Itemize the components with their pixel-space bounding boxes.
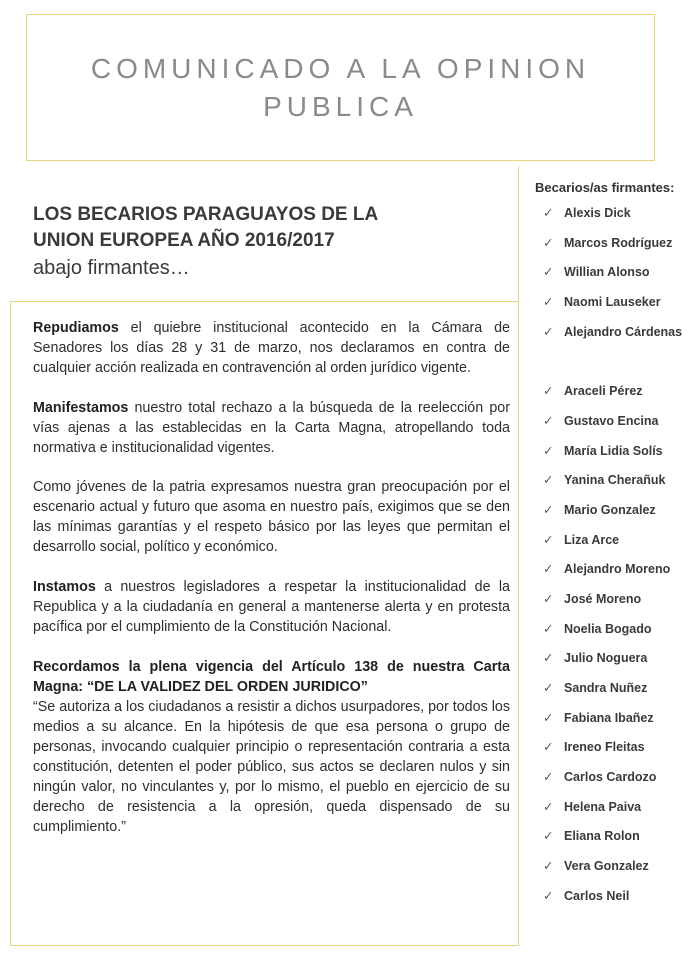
signer-item [531,471,696,501]
signer-name: Eliana Rolon [564,829,640,844]
frame-line-right [518,166,519,945]
signer-name: Alejandro Cárdenas [564,324,683,339]
signer-item [531,620,696,650]
paragraph-instamos [33,577,510,637]
checkmark-icon: ✓ [543,770,554,785]
checkmark-icon: ✓ [543,651,554,666]
signer-list [531,204,696,917]
article-138-quote: “Se autoriza a los ciudadanos a resistir a dichos usurpadores, por todos los medios a su alcance. En la hipótesis de que esa persona o grupo de personas, invocando cualquier principio o representación contraria a esta constitución, detenten el poder público, sus actos se declaren nulos y sin ningún valor, no vinculantes y, por lo mismo, el pueblo en ejercicio de su derecho de resistencia a la opresión, queda dispensado de su cumplimiento.” [33,699,510,835]
signer-item [531,323,696,382]
signer-name: Alejandro Moreno [564,562,671,577]
signer-name: Alexis Dick [564,206,631,220]
signer-item [531,590,696,620]
signer-item [531,234,696,264]
checkmark-icon: ✓ [543,413,554,428]
paragraph-text: a nuestros legisladores a respetar la institucionalidad de la Republica y a la ciudadanía en general a mantenerse alerta y en protesta pacífica por el cumplimiento de la Constitución Nacional. [33,579,510,635]
signer-name: Fabiana Ibañez [564,710,654,725]
intro-heading-line-1: LOS BECARIOS PARAGUAYOS DE LA [33,204,379,225]
paragraph-como-jovenes: Como jóvenes de la patria expresamos nuestra gran preocupación por el escenario actual y futuro que asoma en nuestro país, exigimos que se den las mínimas garantías y el respeto básico por las leyes que permitan el desarrollo social, político y económico. [33,479,510,555]
signer-item [531,887,696,917]
paragraph-recordamos [33,657,510,697]
signer-item [531,827,696,857]
title-box [26,14,655,161]
signer-name: Naomi Lauseker [564,295,661,310]
frame-line-left [10,301,11,945]
signer-name: Julio Noguera [564,651,648,666]
signers-sidebar [531,180,696,917]
paragraph-lead: Instamos [33,579,96,595]
signer-name: Mario Gonzalez [564,502,656,517]
signer-name: Ireneo Fleitas [564,740,645,755]
signer-item [531,738,696,768]
frame-line-bottom [10,945,519,946]
checkmark-icon: ✓ [543,829,554,844]
signer-item [531,560,696,590]
checkmark-icon: ✓ [543,859,554,874]
signer-name: José Moreno [564,591,642,606]
signer-item [531,679,696,709]
intro-heading-line-2: UNION EUROPEA AÑO 2016/2017 [33,230,335,251]
checkmark-icon: ✓ [543,562,554,577]
checkmark-icon: ✓ [543,591,554,606]
checkmark-icon: ✓ [543,888,554,903]
signer-item [531,204,696,234]
paragraph-lead: Repudiamos [33,320,119,336]
signer-name: Sandra Nuñez [564,681,648,696]
signer-name: Carlos Cardozo [564,770,657,785]
signer-item [531,263,696,293]
signer-name: Noelia Bogado [564,621,652,636]
checkmark-icon: ✓ [543,502,554,517]
checkmark-icon: ✓ [543,532,554,547]
frame-line-top [10,301,519,302]
signer-name: Vera Gonzalez [564,859,649,874]
signer-item [531,442,696,472]
checkmark-icon: ✓ [543,799,554,814]
intro-subheading: abajo firmantes… [33,257,190,279]
checkmark-icon: ✓ [543,206,554,220]
signer-name: Gustavo Encina [564,413,659,428]
paragraph-manifestamos [33,398,510,458]
checkmark-icon: ✓ [543,443,554,458]
signer-name: Helena Paiva [564,799,642,814]
paragraph-text: nuestro total rechazo a la búsqueda de la reelección por vías ajenas a las establecidas en la Carta Magna, atropellando toda normativa e institucionalidad vigentes. [33,400,510,456]
signer-item [531,857,696,887]
signer-name: María Lidia Solís [564,443,663,458]
checkmark-icon: ✓ [543,235,554,250]
signer-item [531,382,696,412]
signer-name: Carlos Neil [564,888,630,903]
signer-item [531,768,696,798]
signer-name: Araceli Pérez [564,384,643,399]
checkmark-icon: ✓ [543,621,554,636]
checkmark-icon: ✓ [543,324,554,339]
signer-item [531,412,696,442]
checkmark-icon: ✓ [543,384,554,399]
checkmark-icon: ✓ [543,710,554,725]
page-title: COMUNICADO A LA OPINION PUBLICA [90,52,591,122]
checkmark-icon: ✓ [543,295,554,310]
signer-name: Yanina Cherañuk [564,473,666,488]
signer-name: Willian Alonso [564,265,650,280]
paragraph-repudiamos [33,318,510,378]
statement-body [33,318,510,837]
checkmark-icon: ✓ [543,473,554,488]
intro-heading [33,202,503,254]
checkmark-icon: ✓ [543,740,554,755]
signer-name: Marcos Rodríguez [564,235,673,250]
paragraph-lead: Recordamos la plena vigencia del Artículo 138 de nuestra Carta Magna: “DE LA VALIDEZ DEL ORDEN JURIDICO” [33,659,510,695]
checkmark-icon: ✓ [543,681,554,696]
paragraph-lead: Manifestamos [33,400,129,416]
signer-item [531,501,696,531]
checkmark-icon: ✓ [543,265,554,280]
signer-item [531,531,696,561]
signer-item [531,798,696,828]
paragraph-text: el quiebre institucional acontecido en la Cámara de Senadores los días 28 y 31 de marzo, nos declaramos en contra de cualquier acción realizada en contravención al orden jurídico vigente. [33,320,510,376]
signer-name: Liza Arce [564,532,620,547]
signer-item [531,649,696,679]
signer-item [531,709,696,739]
signers-title: Becarios/as firmantes: [535,180,675,195]
